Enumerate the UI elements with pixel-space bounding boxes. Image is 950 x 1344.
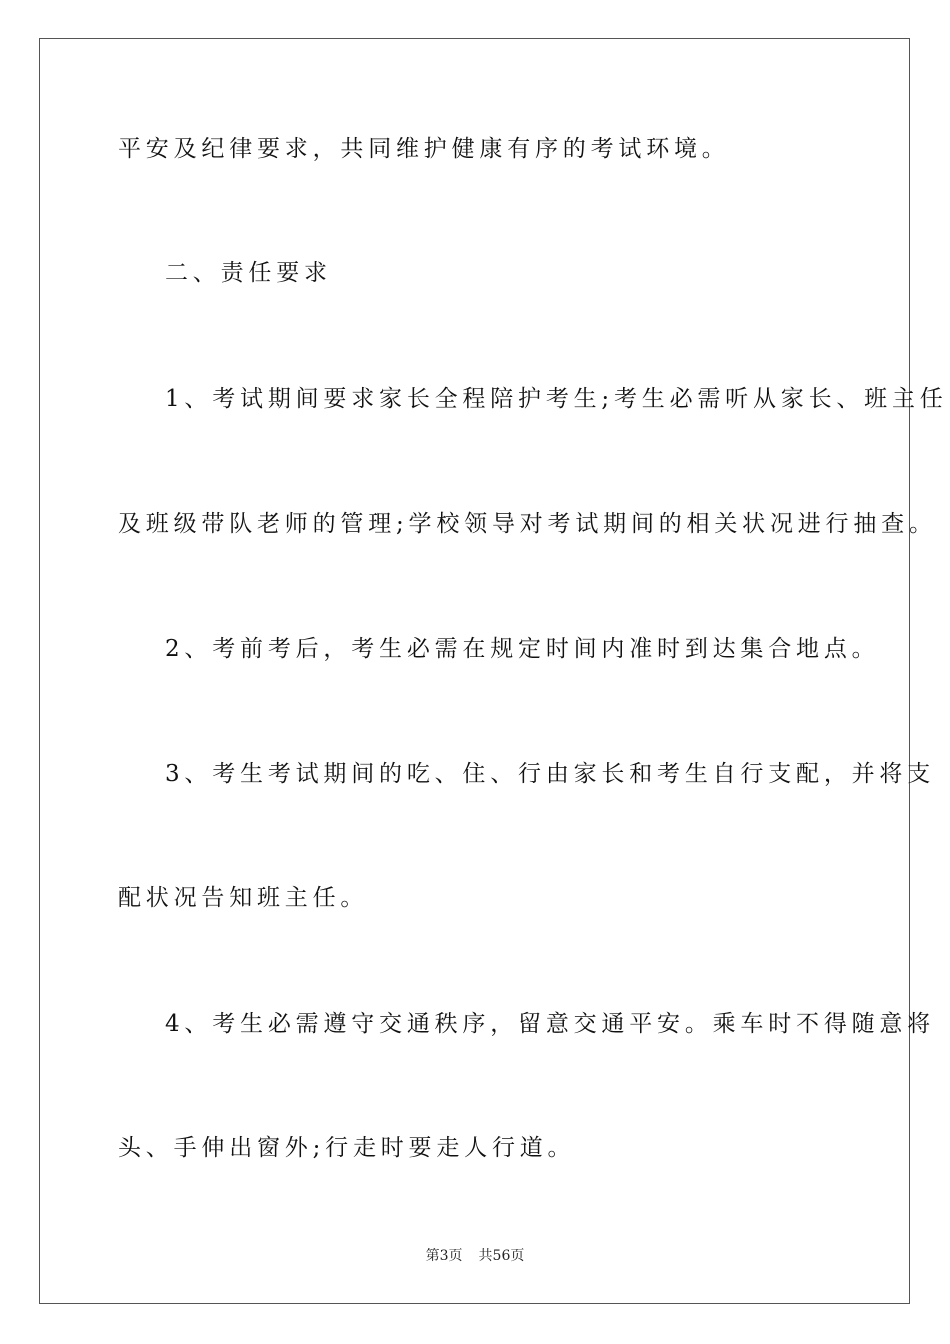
paragraph-line: 及班级带队老师的管理;学校领导对考试期间的相关状况进行抽查。 [118,511,937,537]
section-heading: 二、责任要求 [165,260,332,286]
page-footer [0,1246,950,1266]
paragraph-line: 平安及纪律要求，共同维护健康有序的考试环境。 [118,136,730,162]
paragraph-line: 3、考生考试期间的吃、住、行由家长和考生自行支配，并将支 [165,761,936,787]
paragraph-line: 4、考生必需遵守交通秩序，留意交通平安。乘车时不得随意将 [165,1011,936,1037]
paragraph-line: 2、考前考后，考生必需在规定时间内准时到达集合地点。 [165,636,880,662]
page-number: 第3页 [425,1248,463,1264]
paragraph-line: 头、手伸出窗外;行走时要走人行道。 [118,1135,576,1161]
page-border [39,38,948,1304]
paragraph-line: 配状况告知班主任。 [118,885,369,911]
page-total: 共56页 [478,1248,525,1264]
paragraph-line: 1、考试期间要求家长全程陪护考生;考生必需听从家长、班主任 [165,386,948,412]
